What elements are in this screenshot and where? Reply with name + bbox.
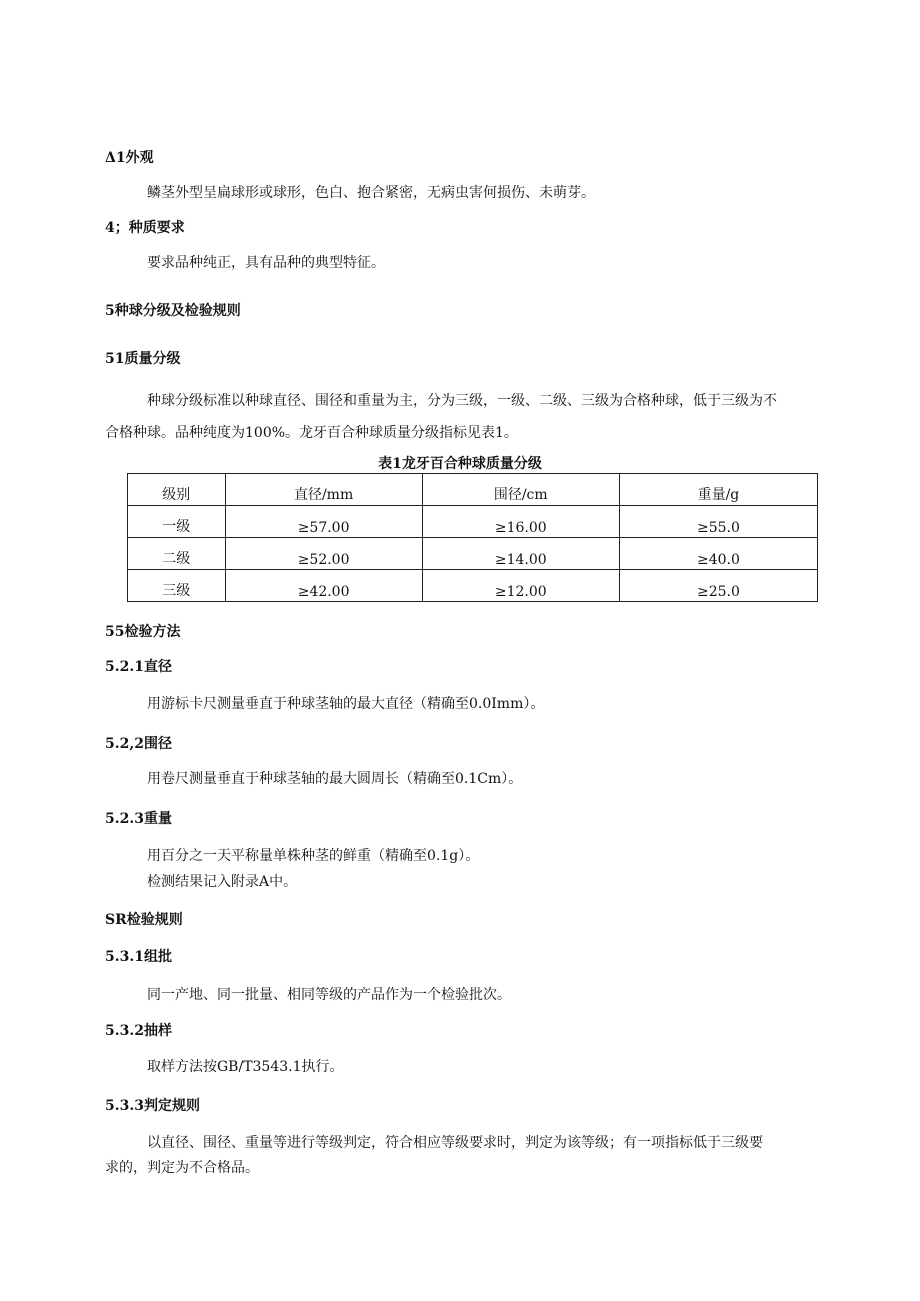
header-weight: 重量/g bbox=[619, 474, 817, 506]
paragraph-judgement-line1: 以直径、围径、重量等进行等级判定，符合相应等级要求时，判定为该等级；有一项指标低于三级要 bbox=[147, 1135, 763, 1151]
table-row bbox=[128, 538, 818, 570]
paragraph-grading-line2: 合格种球。品种纯度为100%。龙牙百合种球质量分级指标见表1。 bbox=[105, 425, 518, 441]
table-cell: ≥14.00 bbox=[422, 538, 619, 570]
table-caption: 表1龙牙百合种球质量分级 bbox=[378, 456, 542, 472]
table-cell: ≥25.0 bbox=[619, 570, 817, 602]
table-cell: ≥40.0 bbox=[619, 538, 817, 570]
heading-5-3: SR检验规则 bbox=[105, 912, 183, 928]
heading-4-2: 4；种质要求 bbox=[105, 220, 185, 236]
heading-4-1: Δ1外观 bbox=[105, 150, 154, 166]
paragraph-weight-line2: 检测结果记入附录A中。 bbox=[147, 874, 298, 890]
table-row bbox=[128, 570, 818, 602]
table-cell: 二级 bbox=[128, 538, 226, 570]
heading-5-3-2: 5.3.2抽样 bbox=[105, 1023, 172, 1039]
paragraph-girth: 用卷尺测量垂直于种球茎轴的最大圆周长（精确至0.1Cm）。 bbox=[147, 771, 523, 787]
header-girth: 围径/cm bbox=[422, 474, 619, 506]
header-diameter: 直径/mm bbox=[225, 474, 422, 506]
heading-5-1: 51质量分级 bbox=[105, 351, 181, 367]
paragraph-weight-line1: 用百分之一天平称量单株种茎的鲜重（精确至0.1g）。 bbox=[147, 848, 480, 864]
table-cell: ≥57.00 bbox=[225, 506, 422, 538]
paragraph-judgement-line2: 求的，判定为不合格品。 bbox=[105, 1160, 259, 1176]
table-cell: ≥16.00 bbox=[422, 506, 619, 538]
grading-table bbox=[127, 473, 818, 602]
heading-5-2-1: 5.2.1直径 bbox=[105, 659, 172, 675]
heading-5: 5种球分级及检验规则 bbox=[105, 303, 241, 319]
table-cell: ≥12.00 bbox=[422, 570, 619, 602]
table-cell: ≥52.00 bbox=[225, 538, 422, 570]
heading-5-3-3: 5.3.3判定规则 bbox=[105, 1098, 200, 1114]
paragraph-sampling: 取样方法按GB/T3543.1执行。 bbox=[147, 1059, 344, 1075]
heading-5-2-2: 5.2,2围径 bbox=[105, 736, 172, 752]
paragraph-batch: 同一产地、同一批量、相同等级的产品作为一个检验批次。 bbox=[147, 987, 511, 1003]
paragraph-diameter: 用游标卡尺测量垂直于种球茎轴的最大直径（精确至0.0Imm）。 bbox=[147, 696, 545, 712]
header-grade: 级别 bbox=[128, 474, 226, 506]
heading-5-2-3: 5.2.3重量 bbox=[105, 811, 172, 827]
paragraph-grading-line1: 种球分级标准以种球直径、围径和重量为主，分为三级，一级、二级、三级为合格种球，低于三级为不 bbox=[147, 393, 777, 409]
table-row bbox=[128, 506, 818, 538]
paragraph-variety: 要求品种纯正，具有品种的典型特征。 bbox=[147, 255, 385, 271]
table-cell: 一级 bbox=[128, 506, 226, 538]
table-header-row bbox=[128, 474, 818, 506]
table-cell: 三级 bbox=[128, 570, 226, 602]
heading-5-3-1: 5.3.1组批 bbox=[105, 949, 172, 965]
heading-5-2: 55检验方法 bbox=[105, 624, 181, 640]
table-cell: ≥42.00 bbox=[225, 570, 422, 602]
paragraph-appearance: 鳞茎外型呈扁球形或球形，色白、抱合紧密，无病虫害何损伤、未萌芽。 bbox=[147, 185, 595, 201]
table-cell: ≥55.0 bbox=[619, 506, 817, 538]
